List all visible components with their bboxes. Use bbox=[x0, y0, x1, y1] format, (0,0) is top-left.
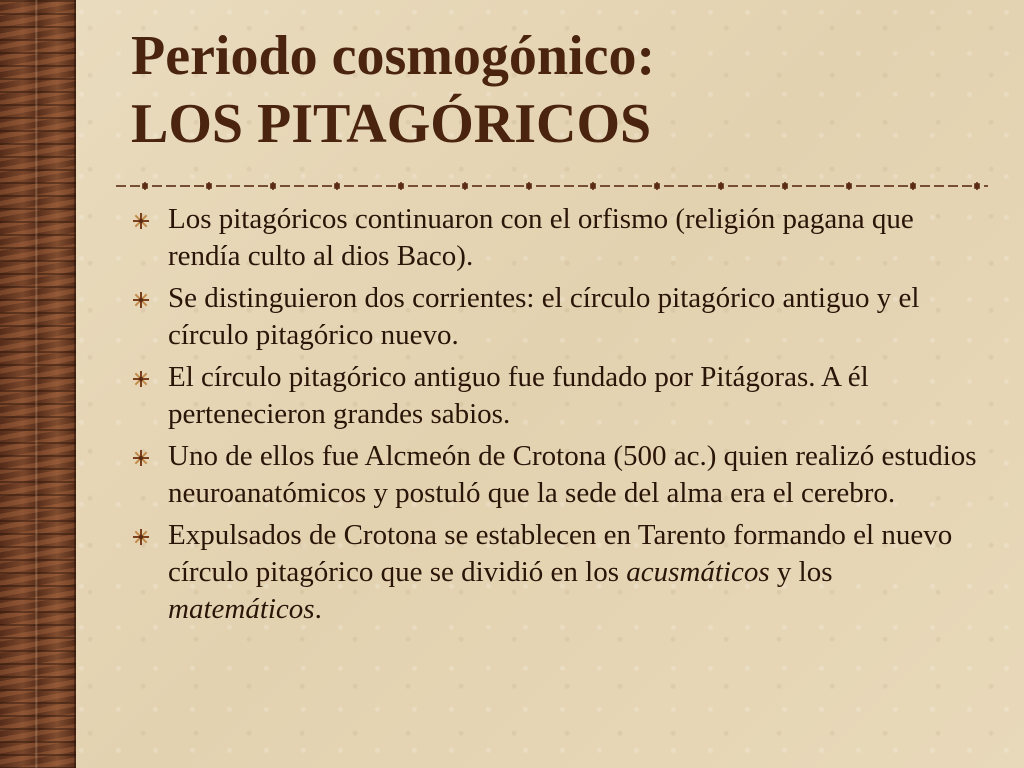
bullet-text-part: . bbox=[314, 593, 322, 625]
bullet-text: Uno de ellos fue Alcmeón de Crotona (500 ac.) quien realizó estudios neuroanatómicos y postuló que la sede del alma era el cerebro. bbox=[168, 440, 977, 509]
starburst-bullet-icon bbox=[132, 212, 150, 230]
title-line-1: Periodo cosmogónico: bbox=[131, 25, 656, 87]
starburst-bullet-icon bbox=[132, 370, 150, 388]
decorative-divider bbox=[112, 180, 992, 192]
bullet-item-5 bbox=[132, 517, 982, 628]
slide-title bbox=[131, 22, 991, 158]
bullet-item-2 bbox=[132, 280, 982, 354]
starburst-bullet-icon bbox=[132, 528, 150, 546]
bullet-text: Los pitagóricos continuaron con el orfismo (religión pagana que rendía culto al dios Baco). bbox=[168, 203, 914, 272]
bullet-list bbox=[132, 201, 982, 633]
bullet-text-part: Expulsados de Crotona se establecen en Tarento formando el nuevo círculo pitagórico que se dividió en los bbox=[168, 519, 953, 588]
term-acusmaticos: acusmáticos bbox=[626, 556, 770, 588]
wood-side-strip bbox=[0, 0, 76, 768]
bullet-item-3 bbox=[132, 359, 982, 433]
term-matematicos: matemáticos bbox=[168, 593, 315, 625]
bullet-text bbox=[168, 519, 952, 625]
bullet-item-1 bbox=[132, 201, 982, 275]
bullet-text: El círculo pitagórico antiguo fue fundado por Pitágoras. A él pertenecieron grandes sabios. bbox=[168, 361, 869, 430]
starburst-bullet-icon bbox=[132, 291, 150, 309]
starburst-bullet-icon bbox=[132, 449, 150, 467]
title-line-2: LOS PITAGÓRICOS bbox=[131, 93, 652, 155]
bullet-item-4 bbox=[132, 438, 982, 512]
bullet-text-part: y los bbox=[769, 556, 833, 588]
bullet-text: Se distinguieron dos corrientes: el círculo pitagórico antiguo y el círculo pitagórico nuevo. bbox=[168, 282, 920, 351]
